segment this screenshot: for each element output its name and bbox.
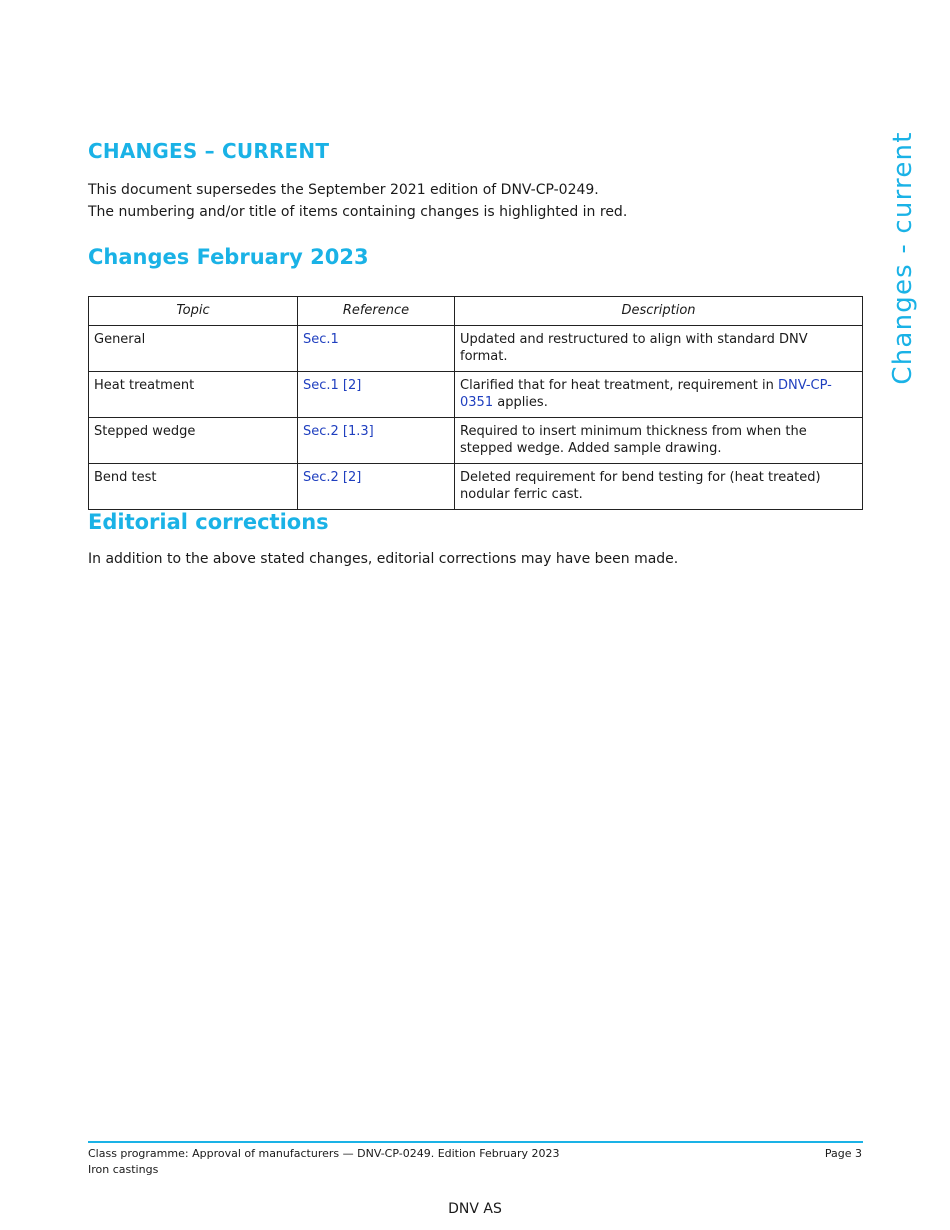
reference-link[interactable]: Sec.2 [2] [303, 470, 362, 485]
table-header-row [89, 297, 863, 326]
reference-link[interactable]: Sec.2 [1.3] [303, 424, 374, 439]
description-text: Updated and restructured to align with standard DNV format. [460, 332, 808, 364]
page-heading: CHANGES – CURRENT [88, 139, 330, 163]
row-description [455, 372, 863, 418]
editorial-heading: Editorial corrections [88, 510, 329, 534]
table-row [89, 418, 863, 464]
changes-heading: Changes February 2023 [88, 245, 369, 269]
row-description [455, 418, 863, 464]
row-reference-link[interactable] [298, 326, 455, 372]
table-row [89, 464, 863, 510]
row-topic: Heat treatment [89, 372, 298, 418]
footer-divider [88, 1141, 863, 1143]
description-text: Deleted requirement for bend testing for (heat treated) nodular ferric cast. [460, 470, 821, 502]
row-topic: Bend test [89, 464, 298, 510]
description-link[interactable]: DNV-CP-0351 [460, 378, 832, 410]
intro-line-1: This document supersedes the September 2021 edition of DNV-CP-0249. [88, 182, 599, 198]
header-reference: Reference [298, 297, 455, 326]
intro-text [88, 179, 848, 223]
publisher-name: DNV AS [448, 1201, 502, 1217]
row-description [455, 464, 863, 510]
description-text: Required to insert minimum thickness from when the stepped wedge. Added sample drawing. [460, 424, 807, 456]
editorial-text: In addition to the above stated changes, editorial corrections may have been made. [88, 551, 679, 567]
footer-text [88, 1146, 560, 1178]
header-topic: Topic [89, 297, 298, 326]
row-reference-link[interactable] [298, 372, 455, 418]
row-description [455, 326, 863, 372]
changes-table [88, 296, 863, 510]
reference-link[interactable]: Sec.1 [2] [303, 378, 362, 393]
row-topic: General [89, 326, 298, 372]
description-text-end: applies. [493, 395, 548, 410]
row-reference-link[interactable] [298, 418, 455, 464]
description-text: Clarified that for heat treatment, requirement in [460, 378, 778, 393]
footer-line-1: Class programme: Approval of manufacturers — DNV-CP-0249. Edition February 2023 [88, 1147, 560, 1160]
side-section-label: Changes - current [888, 131, 918, 385]
header-description: Description [455, 297, 863, 326]
table-row [89, 372, 863, 418]
table-row [89, 326, 863, 372]
intro-line-2: The numbering and/or title of items containing changes is highlighted in red. [88, 204, 628, 220]
row-topic: Stepped wedge [89, 418, 298, 464]
page-number: Page 3 [824, 1147, 862, 1160]
reference-link[interactable]: Sec.1 [303, 332, 339, 347]
row-reference-link[interactable] [298, 464, 455, 510]
footer-line-2: Iron castings [88, 1163, 159, 1176]
